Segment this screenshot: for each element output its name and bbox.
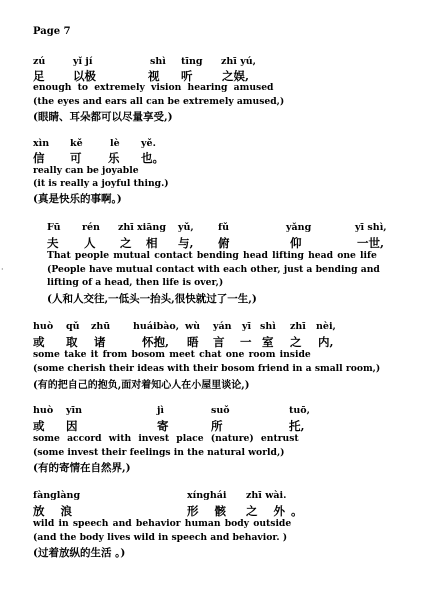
pinyin-word: yīn bbox=[66, 405, 83, 416]
hanzi-word: 人 bbox=[84, 236, 96, 250]
paraphrase-line: (some cherish their ideas with their bosom friend in a small room,) bbox=[33, 363, 381, 374]
hanzi-word: 所 bbox=[211, 419, 223, 433]
paraphrase-line: (some invest their feelings in the natural world,) bbox=[33, 447, 285, 458]
hanzi-word: 也。 bbox=[141, 151, 164, 165]
pinyin-word: Fū bbox=[47, 222, 61, 233]
pinyin-word: kě bbox=[70, 138, 83, 149]
pinyin-word: wù bbox=[185, 321, 201, 332]
pinyin-word: yán bbox=[213, 321, 232, 332]
hanzi-word: 视 bbox=[148, 69, 160, 83]
english-gloss: wild in speech and behavior human body outside bbox=[33, 518, 292, 529]
hanzi-word: 一世, bbox=[357, 236, 385, 250]
pinyin-word: suǒ bbox=[211, 405, 230, 416]
hanzi-word: 相 bbox=[146, 236, 158, 250]
pinyin-word: fǔ bbox=[218, 222, 229, 233]
pinyin-word: zhū bbox=[91, 321, 111, 332]
chinese-translation: (有的寄情在自然界,) bbox=[33, 462, 131, 474]
pinyin-word: huò bbox=[33, 321, 54, 332]
chinese-translation: (过着放纵的生活 。) bbox=[33, 547, 126, 559]
hanzi-word: 一 bbox=[240, 335, 252, 349]
hanzi-word: 之娱, bbox=[222, 69, 250, 83]
hanzi-word: 言 bbox=[213, 335, 225, 349]
hanzi-word: 室 bbox=[262, 335, 274, 349]
paraphrase-line: (and the body lives wild in speech and behavior. ) bbox=[33, 532, 288, 543]
pinyin-word: tuō, bbox=[289, 405, 310, 416]
hanzi-word: 之 外。 bbox=[246, 504, 309, 518]
pinyin-word: huò bbox=[33, 405, 54, 416]
hanzi-word: 可 bbox=[70, 151, 82, 165]
pinyin-word: xiāng bbox=[137, 222, 166, 233]
hanzi-word: 与, bbox=[178, 236, 194, 250]
pinyin-word: zú bbox=[33, 56, 46, 67]
paraphrase-line: lifting of a head, then life is over,) bbox=[47, 277, 224, 288]
pinyin-word: yě. bbox=[141, 138, 156, 149]
margin-mark: · bbox=[1, 265, 4, 274]
pinyin-word: jì bbox=[157, 405, 165, 416]
hanzi-word: 寄 bbox=[157, 419, 169, 433]
hanzi-word: 听 bbox=[181, 69, 193, 83]
pinyin-word: zhī wài. bbox=[246, 490, 287, 501]
pinyin-word: yī shì, bbox=[355, 222, 387, 233]
pinyin-word: huáibào, bbox=[133, 321, 180, 332]
pinyin-word: xínghái bbox=[187, 490, 227, 501]
hanzi-word: 怀抱, bbox=[142, 335, 170, 349]
hanzi-word: 之 bbox=[290, 335, 302, 349]
pinyin-word: zhī bbox=[290, 321, 306, 332]
hanzi-word: 乐 bbox=[108, 151, 120, 165]
pinyin-word: yǎng bbox=[286, 222, 312, 233]
hanzi-word: 或 bbox=[33, 335, 45, 349]
pinyin-word: tīng bbox=[181, 56, 203, 67]
pinyin-word: yī bbox=[242, 321, 252, 332]
hanzi-word: 以极 bbox=[73, 69, 96, 83]
pinyin-word: rén bbox=[82, 222, 100, 233]
pinyin-word: shì bbox=[260, 321, 276, 332]
pinyin-word: fànglàng bbox=[33, 490, 81, 501]
hanzi-word: 信 bbox=[33, 151, 45, 165]
hanzi-word: 托, bbox=[289, 419, 305, 433]
hanzi-word: 仰 bbox=[290, 236, 302, 250]
hanzi-word: 取 bbox=[66, 335, 78, 349]
paraphrase-line: (People have mutual contact with each other, just a bending and bbox=[47, 264, 380, 275]
chinese-translation: (人和人交往,一低头一抬头,很快就过了一生,) bbox=[47, 293, 257, 305]
pinyin-word: qǔ bbox=[66, 321, 80, 332]
pinyin-word: xìn bbox=[33, 138, 50, 149]
pinyin-word: zhī yú, bbox=[221, 56, 256, 67]
paraphrase-line: (the eyes and ears all can be extremely amused,) bbox=[33, 96, 285, 107]
paraphrase-line: (it is really a joyful thing.) bbox=[33, 178, 169, 189]
hanzi-word: 形 骸 bbox=[187, 504, 233, 518]
chinese-translation: (眼睛、耳朵都可以尽量享受,) bbox=[33, 111, 173, 123]
hanzi-word: 之 bbox=[120, 236, 132, 250]
pinyin-word: shì bbox=[150, 56, 166, 67]
english-gloss: enough to extremely vision hearing amused bbox=[33, 82, 274, 93]
chinese-translation: (有的把自己的抱负,面对着知心人在小屋里谈论,) bbox=[33, 380, 250, 391]
english-gloss: some take it from bosom meet chat one room inside bbox=[33, 349, 311, 360]
pinyin-word: zhī bbox=[118, 222, 134, 233]
chinese-translation: (真是快乐的事啊。) bbox=[33, 193, 122, 205]
page-label: Page 7 bbox=[33, 26, 71, 37]
hanzi-word: 俯 bbox=[218, 236, 230, 250]
hanzi-word: 或 bbox=[33, 419, 45, 433]
hanzi-word: 足 bbox=[33, 69, 45, 83]
english-gloss: That people mutual contact bending head lifting head one life bbox=[47, 250, 377, 261]
hanzi-word: 内, bbox=[318, 335, 334, 349]
pinyin-word: lè bbox=[110, 138, 120, 149]
english-gloss: really can be joyable bbox=[33, 165, 139, 176]
hanzi-word: 因 bbox=[66, 419, 78, 433]
hanzi-word: 放 浪 bbox=[33, 504, 79, 518]
hanzi-word: 晤 bbox=[187, 335, 199, 349]
pinyin-word: nèi, bbox=[316, 321, 336, 332]
english-gloss: some accord with invest place (nature) entrust bbox=[33, 433, 299, 444]
pinyin-word: yǔ, bbox=[178, 222, 194, 233]
pinyin-word: yǐ jí bbox=[73, 56, 93, 67]
hanzi-word: 夫 bbox=[47, 236, 59, 250]
hanzi-word: 诸 bbox=[94, 335, 106, 349]
